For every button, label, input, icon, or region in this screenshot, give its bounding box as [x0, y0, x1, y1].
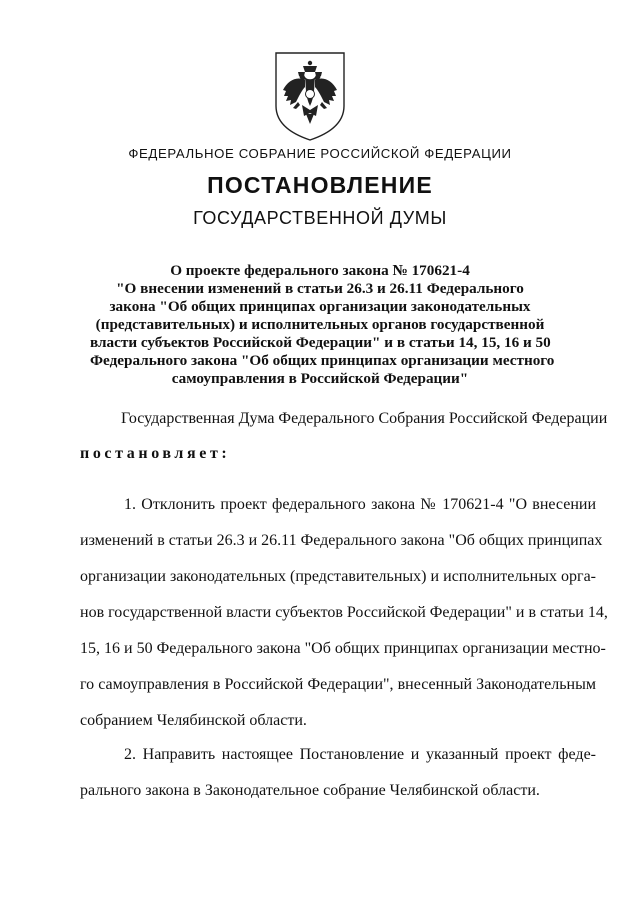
heading-line: закона "Об общих принципах организации законодательных [109, 298, 531, 315]
paragraph-line: нов государственной власти субъектов Российской Федерации" и в статьи 14, [80, 604, 608, 621]
heading-line: Федерального закона "Об общих принципах организации местного [90, 352, 555, 369]
document-type-title: ПОСТАНОВЛЕНИЕ [207, 172, 433, 198]
preamble-text: Государственная Дума Федерального Собрания Российской Федерации [121, 410, 608, 427]
paragraph-line: рального закона в Законодательное собрание Челябинской области. [80, 782, 540, 799]
heading-line: "О внесении изменений в статьи 26.3 и 26.11 Федерального [116, 280, 524, 297]
decides-word: постановляет: [80, 445, 231, 462]
paragraph-line: организации законодательных (представительных) и исполнительных орга- [80, 568, 596, 585]
document-heading [90, 262, 555, 388]
russian-double-headed-eagle-emblem-icon [272, 50, 348, 142]
assembly-header: ФЕДЕРАЛЬНОЕ СОБРАНИЕ РОССИЙСКОЙ ФЕДЕРАЦИИ [128, 146, 512, 161]
heading-line: О проекте федерального закона № 170621-4 [170, 262, 470, 279]
paragraph-2 [80, 737, 596, 809]
heading-line: самоуправления в Российской Федерации" [171, 370, 469, 387]
heading-line: власти субъектов Российской Федерации" и в статьи 14, 15, 16 и 50 [90, 334, 551, 351]
heading-line: (представительных) и исполнительных органов государственной [95, 316, 545, 333]
paragraph-line: 2. Направить настоящее Постановление и указанный проект феде- [124, 746, 596, 763]
paragraph-line: 15, 16 и 50 Федерального закона "Об общих принципах организации местно- [80, 640, 606, 657]
paragraph-1 [80, 487, 608, 739]
paragraph-line: го самоуправления в Российской Федерации", внесенный Законодательным [80, 676, 596, 693]
issuing-body-subtitle: ГОСУДАРСТВЕННОЙ ДУМЫ [193, 208, 447, 228]
paragraph-line: 1. Отклонить проект федерального закона № 170621-4 "О внесении [124, 496, 596, 513]
paragraph-line: изменений в статьи 26.3 и 26.11 Федерального закона "Об общих принципах [80, 532, 603, 549]
paragraph-line: собранием Челябинской области. [80, 712, 307, 729]
